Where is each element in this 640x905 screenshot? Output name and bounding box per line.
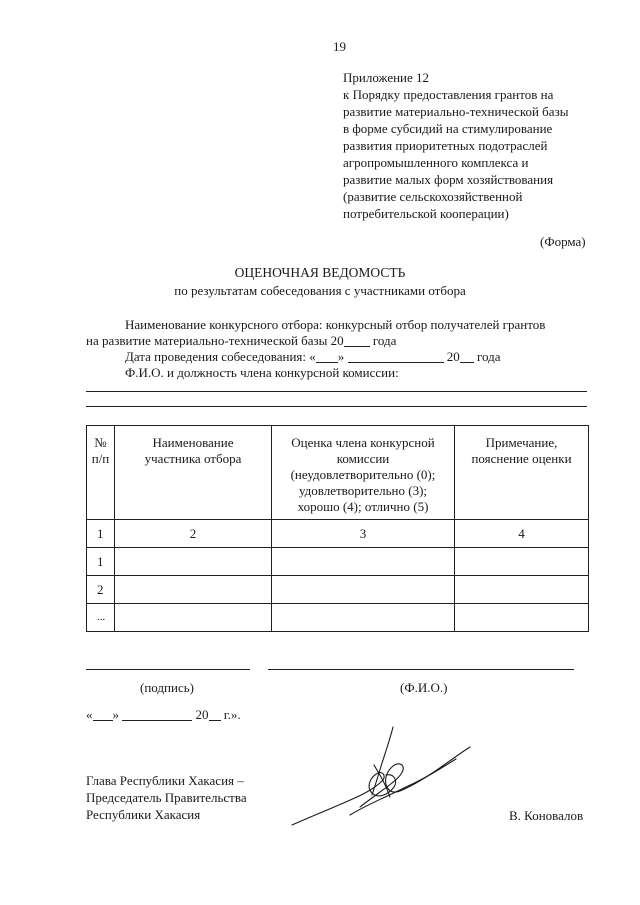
form-label: (Форма) (540, 234, 586, 249)
commission-member-line: Ф.И.О. и должность члена конкурсной комиссии: (125, 365, 399, 380)
column-number: 2 (115, 520, 272, 548)
appendix-line: развитие малых форм хозяйствования (343, 172, 554, 187)
column-numbering-row (87, 520, 589, 548)
appendix-line: агропромышленного комплекса и (343, 155, 529, 170)
evaluation-table (86, 425, 589, 632)
header-text: пояснение оценки (471, 451, 572, 466)
signature-line (86, 669, 250, 670)
appendix-line: (развитие сельскохозяйственной (343, 189, 523, 204)
document-subtitle: по результатам собеседования с участниками отбора (174, 283, 466, 298)
note-cell[interactable] (455, 576, 589, 604)
competition-year-suffix: года (372, 333, 397, 348)
full-name-caption: (Ф.И.О.) (400, 680, 448, 695)
competition-name-line: Наименование конкурсного отбора: конкурсный отбор получателей грантов (125, 317, 546, 332)
interview-date-label: Дата проведения собеседования: « (125, 349, 316, 364)
header-text: участника отбора (144, 451, 242, 466)
handwritten-signature (290, 725, 480, 835)
interview-date-quote: » (337, 349, 345, 364)
fill-line (86, 391, 587, 392)
header-text: хорошо (4); отлично (5) (297, 499, 429, 514)
full-name-line (268, 669, 574, 670)
appendix-line: развития приоритетных подотраслей (343, 138, 548, 153)
page-number: 19 (333, 39, 346, 54)
table-row (87, 604, 589, 632)
participant-cell[interactable] (115, 604, 272, 632)
row-number: ... (87, 604, 115, 632)
document-title: ОЦЕНОЧНАЯ ВЕДОМОСТЬ (234, 265, 406, 280)
day-blank (93, 709, 113, 721)
competition-year-text: на развитие материально-технической базы 20 (86, 333, 344, 348)
col-header-participant (115, 426, 272, 520)
row-number: 2 (87, 576, 115, 604)
appendix-line: к Порядку предоставления грантов на (343, 87, 554, 102)
column-number: 4 (455, 520, 589, 548)
official-position-line: Глава Республики Хакасия – (86, 773, 244, 788)
interview-date-line (125, 350, 501, 363)
competition-year-line (86, 334, 396, 347)
interview-date-century: 20 (446, 349, 460, 364)
note-cell[interactable] (455, 548, 589, 576)
year-blank (460, 351, 474, 363)
official-name: В. Коновалов (509, 808, 584, 823)
column-number: 3 (272, 520, 455, 548)
column-number: 1 (87, 520, 115, 548)
appendix-line: развитие материально-технической базы (343, 104, 569, 119)
interview-date-suffix: года (477, 349, 501, 364)
signature-caption: (подпись) (140, 680, 194, 695)
header-text: п/п (91, 451, 110, 466)
signature-date-suffix: г.». (223, 707, 241, 722)
col-header-note (455, 426, 589, 520)
day-blank (316, 351, 338, 363)
signature-date-close: » (112, 707, 119, 722)
table-row (87, 548, 589, 576)
score-cell[interactable] (272, 576, 455, 604)
month-blank (348, 351, 444, 363)
table-header-row (87, 426, 589, 520)
signature-stroke (360, 747, 470, 807)
col-header-number (87, 426, 115, 520)
score-cell[interactable] (272, 604, 455, 632)
participant-cell[interactable] (115, 576, 272, 604)
header-text: (неудовлетворительно (0); (290, 467, 436, 482)
participant-cell[interactable] (115, 548, 272, 576)
year-blank (209, 709, 221, 721)
score-cell[interactable] (272, 548, 455, 576)
month-blank (122, 709, 192, 721)
signature-date-open: « (86, 707, 93, 722)
appendix-line: Приложение 12 (343, 70, 430, 85)
signature-date-line (86, 708, 241, 721)
year-blank (344, 335, 370, 347)
row-number: 1 (87, 548, 115, 576)
header-text: № (94, 435, 107, 450)
table-row (87, 576, 589, 604)
header-text: Оценка члена конкурсной (291, 435, 435, 450)
note-cell[interactable] (455, 604, 589, 632)
official-position-line: Председатель Правительства (86, 790, 247, 805)
appendix-line: в форме субсидий на стимулирование (343, 121, 553, 136)
header-text: комиссии (336, 451, 390, 466)
fill-line (86, 406, 587, 407)
official-position-line: Республики Хакасия (86, 807, 201, 822)
appendix-line: потребительской кооперации) (343, 206, 509, 221)
signature-date-century: 20 (195, 707, 209, 722)
col-header-score (272, 426, 455, 520)
header-text: удовлетворительно (3); (298, 483, 428, 498)
header-text: Примечание, (485, 435, 558, 450)
header-text: Наименование (152, 435, 234, 450)
